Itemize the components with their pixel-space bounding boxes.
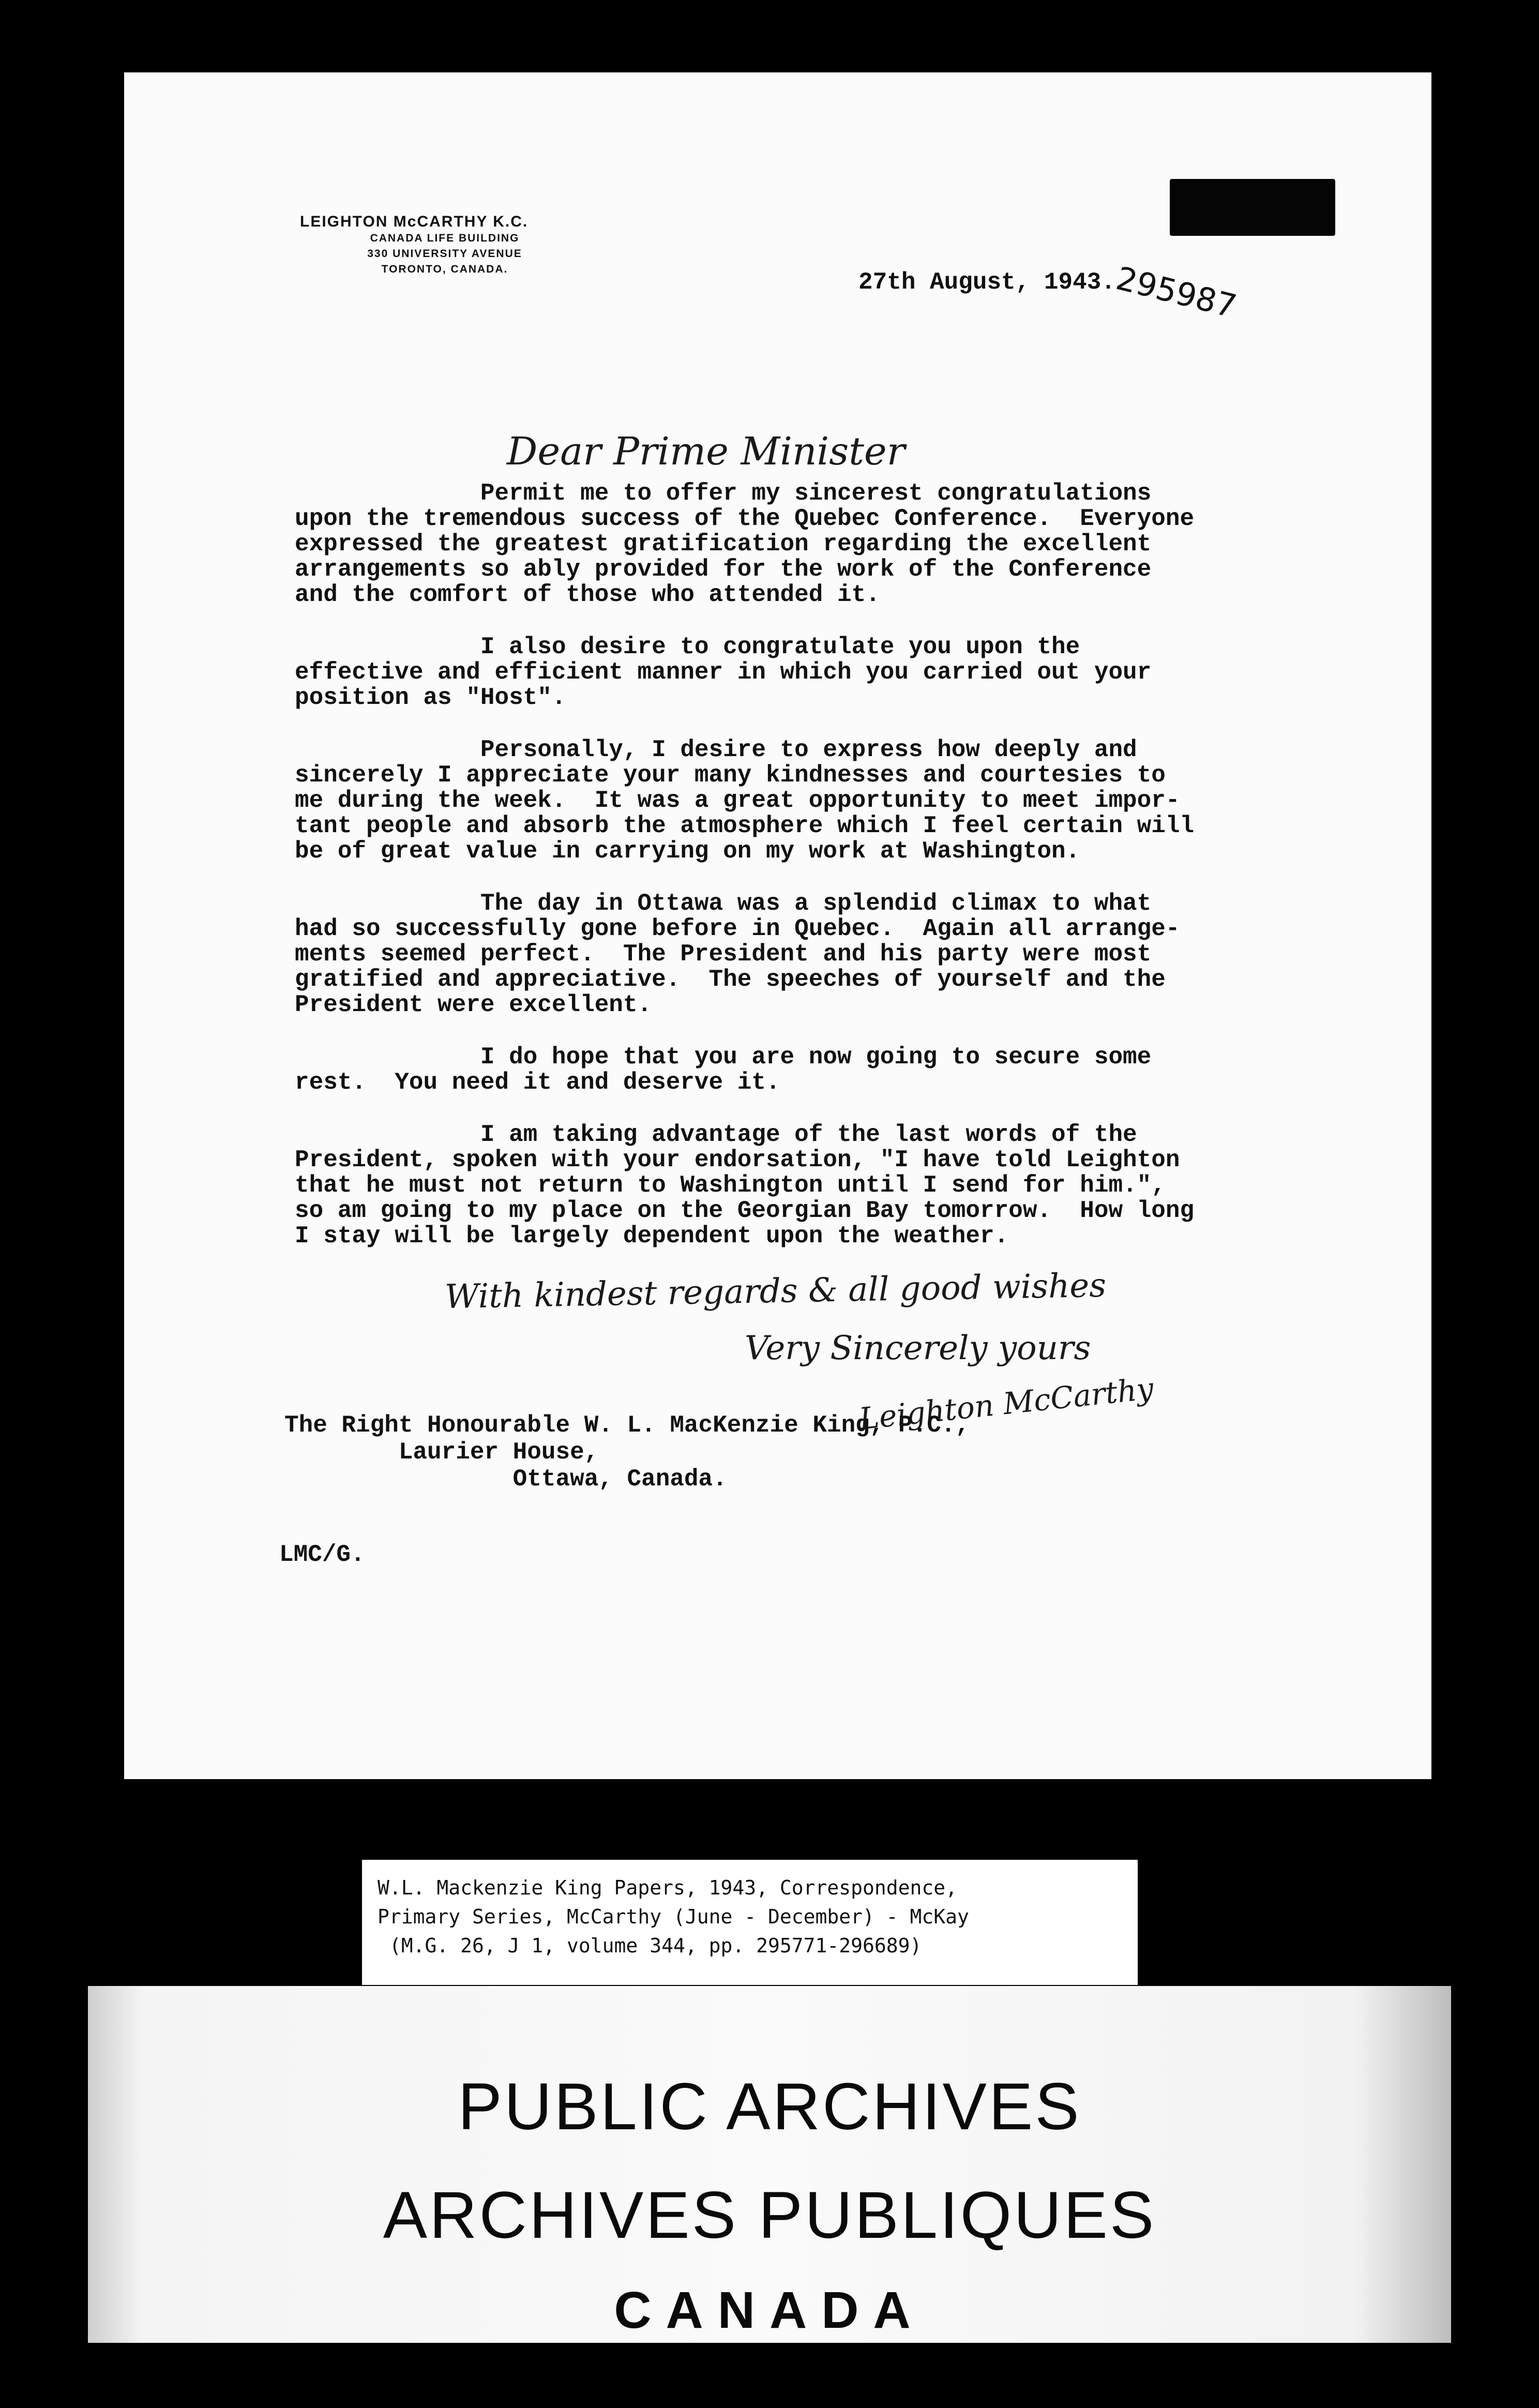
letter-page xyxy=(124,72,1431,1779)
text-line: me during the week. It was a great opportunity to meet impor- xyxy=(295,787,1180,814)
text-line: position as "Host". xyxy=(295,684,566,711)
paragraph xyxy=(295,481,1339,608)
text-line: rest. You need it and deserve it. xyxy=(295,1069,780,1096)
text-line: I do hope that you are now going to secure some xyxy=(295,1044,1152,1071)
archives-title-french: ARCHIVES PUBLIQUES xyxy=(383,2178,1156,2252)
reference-line: Primary Series, McCarthy (June - December) - McKay xyxy=(378,1905,969,1928)
recipient-address xyxy=(284,1412,970,1493)
text-line: arrangements so ably provided for the work of the Conference xyxy=(295,556,1152,583)
paragraph xyxy=(295,891,1339,1018)
text-line: so am going to my place on the Georgian Bay tomorrow. How long xyxy=(295,1197,1195,1224)
letter-date: 27th August, 1943. xyxy=(858,269,1115,296)
text-line: I am taking advantage of the last words of the xyxy=(295,1121,1137,1148)
letterhead-line: 330 UNIVERSITY AVENUE xyxy=(367,248,522,260)
archives-title-english: PUBLIC ARCHIVES xyxy=(458,2070,1081,2144)
letterhead-name: LEIGHTON McCARTHY K.C. xyxy=(300,213,529,230)
handwritten-signature: Leighton McCarthy xyxy=(857,1371,1155,1437)
address-line: The Right Honourable W. L. MacKenzie King, P.C., xyxy=(284,1412,970,1439)
text-line: The day in Ottawa was a splendid climax to what xyxy=(295,890,1152,917)
letterhead-line: CANADA LIFE BUILDING xyxy=(370,232,520,244)
text-line: I stay will be largely dependent upon the weather. xyxy=(295,1223,1009,1250)
typist-initials: LMC/G. xyxy=(279,1541,365,1568)
paragraph xyxy=(295,738,1339,864)
reference-line: W.L. Mackenzie King Papers, 1943, Correspondence, xyxy=(378,1876,958,1899)
text-line: that he must not return to Washington until I send for him.", xyxy=(295,1172,1166,1199)
archives-label-strip xyxy=(88,1986,1451,2343)
archive-reference-card xyxy=(362,1860,1138,1985)
reference-text xyxy=(378,1873,969,1960)
text-line: upon the tremendous success of the Quebec Conference. Everyone xyxy=(295,505,1195,532)
text-line: be of great value in carrying on my work at Washington. xyxy=(295,838,1080,865)
address-line: Laurier House, xyxy=(284,1439,599,1466)
text-line: sincerely I appreciate your many kindnesses and courtesies to xyxy=(295,762,1166,789)
archives-country: CANADA xyxy=(614,2281,925,2339)
handwritten-closing: With kindest regards & all good wishes xyxy=(444,1266,1107,1317)
text-line: gratified and appreciative. The speeches of yourself and the xyxy=(295,966,1166,993)
paragraph xyxy=(295,1045,1339,1095)
text-line: President were excellent. xyxy=(295,991,652,1018)
text-line: effective and efficient manner in which you carried out your xyxy=(295,659,1152,686)
text-line: President, spoken with your endorsation, "I have told Leighton xyxy=(295,1147,1180,1173)
text-line: expressed the greatest gratification regarding the excellent xyxy=(295,531,1152,558)
text-line: tant people and absorb the atmosphere which I feel certain will xyxy=(295,812,1195,839)
paragraph xyxy=(295,635,1339,711)
address-line: Ottawa, Canada. xyxy=(284,1466,727,1493)
document-number: 295987 xyxy=(1112,259,1241,326)
text-line: I also desire to congratulate you upon the xyxy=(295,634,1080,660)
redaction-block xyxy=(1170,179,1335,236)
text-line: Personally, I desire to express how deeply and xyxy=(295,736,1137,763)
paragraph xyxy=(295,1122,1339,1249)
text-line: Permit me to offer my sincerest congratulations xyxy=(295,480,1152,507)
text-line: ments seemed perfect. The President and his party were most xyxy=(295,941,1152,968)
letter-body xyxy=(295,481,1339,1276)
reference-line: (M.G. 26, J 1, volume 344, pp. 295771-296689) xyxy=(378,1934,922,1957)
letterhead-line: TORONTO, CANADA. xyxy=(381,263,508,275)
handwritten-closing: Very Sincerely yours xyxy=(745,1329,1091,1367)
text-line: and the comfort of those who attended it. xyxy=(295,581,880,608)
letterhead xyxy=(300,213,590,277)
handwritten-salutation: Dear Prime Minister xyxy=(507,429,906,474)
text-line: had so successfully gone before in Quebec. Again all arrange- xyxy=(295,915,1180,942)
